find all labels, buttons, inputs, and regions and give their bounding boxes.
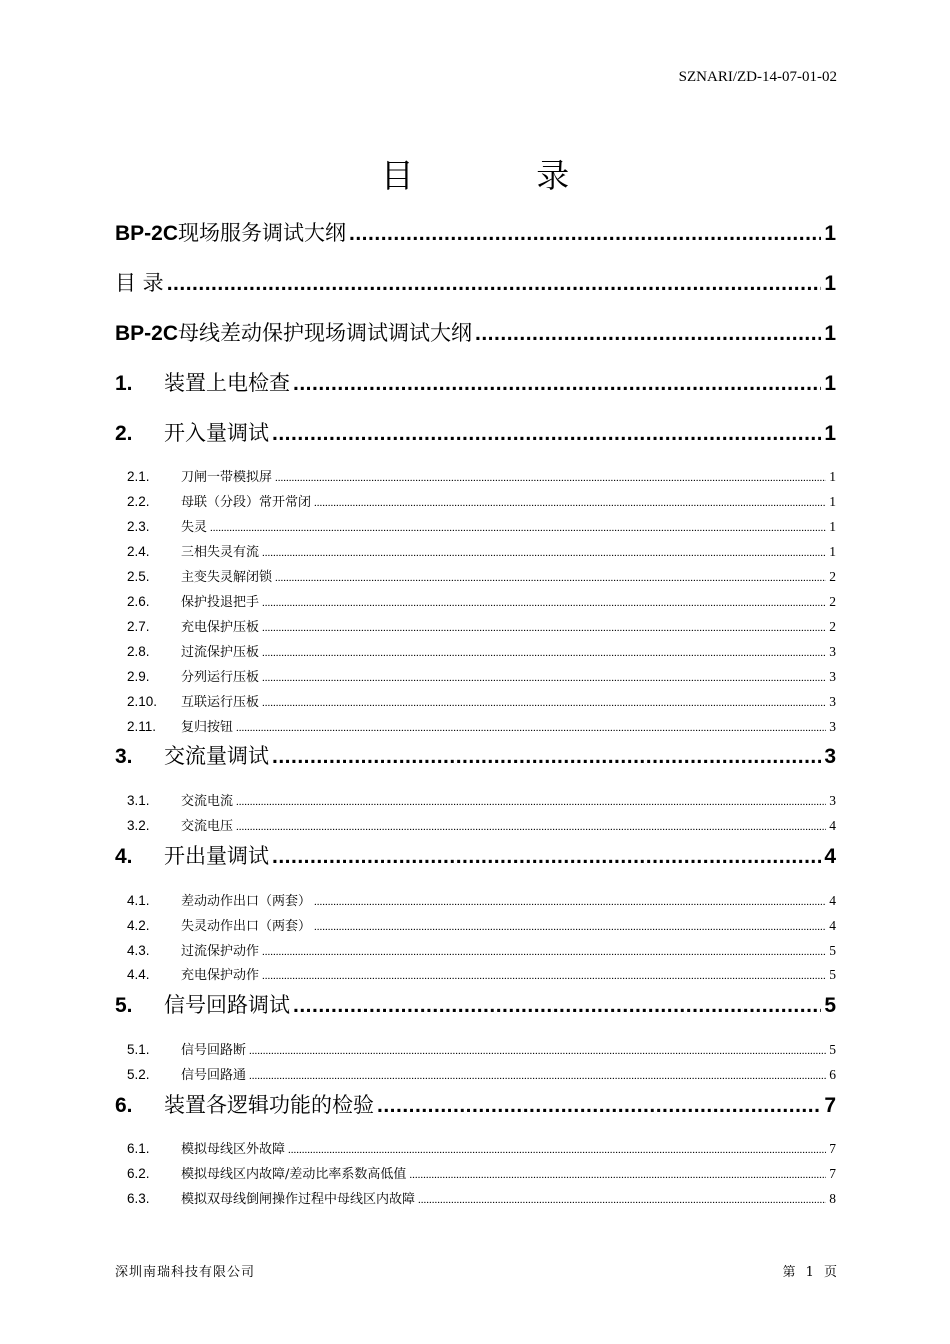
toc-entry-number: 2.4. xyxy=(127,544,150,559)
toc-dot-leader xyxy=(272,744,821,769)
toc-page-number: 5 xyxy=(829,1042,836,1057)
toc-entry-label: 开入量调试 xyxy=(164,421,269,445)
toc-section-entry[interactable] xyxy=(127,1163,836,1183)
toc-chapter-entry[interactable] xyxy=(115,367,836,397)
toc-entry-label: 信号回路调试 xyxy=(164,993,290,1017)
toc-entry-label: 开出量调试 xyxy=(164,844,269,868)
toc-entry-title xyxy=(164,417,269,447)
toc-page-number: 5 xyxy=(829,967,836,982)
toc-entry-number: 4.1. xyxy=(127,893,150,908)
toc-entry-number: 6. xyxy=(115,1094,133,1117)
toc-entry-label: 现场服务调试大纲 xyxy=(178,221,347,245)
toc-entry-label: 充电保护压板 xyxy=(181,620,260,635)
toc-section-entry[interactable] xyxy=(127,691,836,711)
toc-entry-number: 2.11. xyxy=(127,719,157,734)
toc-dot-leader xyxy=(210,519,826,535)
toc-entry-label: 充电保护动作 xyxy=(181,968,260,983)
toc-page-number: 7 xyxy=(829,1141,836,1156)
toc-entry-label: 模拟母线区外故障 xyxy=(181,1142,286,1157)
toc-dot-leader xyxy=(262,943,826,959)
toc-entry-title xyxy=(164,1089,374,1119)
footer-company: 深圳南瑞科技有限公司 xyxy=(115,1265,256,1280)
toc-entry-title xyxy=(181,1163,406,1182)
toc-entry-title xyxy=(181,964,259,983)
toc-page-number: 3 xyxy=(829,793,836,808)
toc-entry-label: 模拟母线区内故障/差动比率系数高低值 xyxy=(181,1167,407,1182)
toc-entry-number: 3.1. xyxy=(127,793,150,808)
toc-entry-title xyxy=(181,915,311,934)
toc-entry-title xyxy=(115,217,346,247)
toc-dot-leader xyxy=(262,669,826,685)
toc-entry-title xyxy=(164,989,290,1019)
toc-entry-title xyxy=(181,491,311,510)
toc-entry-title xyxy=(181,1188,415,1207)
toc-entry-number: 6.3. xyxy=(127,1191,150,1206)
toc-section-entry[interactable] xyxy=(127,1039,836,1059)
toc-dot-leader xyxy=(272,844,821,869)
toc-page-number: 1 xyxy=(824,422,836,445)
toc-dot-leader xyxy=(275,469,826,485)
toc-page-number: 7 xyxy=(824,1094,836,1117)
toc-entry-title xyxy=(181,666,259,685)
toc-entry-title xyxy=(181,815,233,834)
toc-dot-leader xyxy=(377,1093,821,1118)
toc-entry-title xyxy=(164,740,269,770)
toc-chapter-entry[interactable] xyxy=(115,267,836,297)
toc-entry-label: 模拟双母线倒闸操作过程中母线区内故障 xyxy=(181,1192,416,1207)
toc-entry-number: 3. xyxy=(115,745,133,768)
toc-entry-title xyxy=(181,940,259,959)
toc-dot-leader xyxy=(167,271,822,296)
toc-entry-label: 刀闸一带模拟屏 xyxy=(181,470,273,485)
toc-page-number: 3 xyxy=(829,644,836,659)
toc-entry-number: 2.1. xyxy=(127,469,150,484)
toc-page-number: 1 xyxy=(824,372,836,395)
toc-dot-leader xyxy=(314,494,826,510)
toc-entry-title xyxy=(181,591,259,610)
toc-page-number: 1 xyxy=(824,322,836,345)
toc-chapter-entry[interactable] xyxy=(115,740,836,770)
toc-page-number: 3 xyxy=(829,669,836,684)
toc-section-entry[interactable] xyxy=(127,1188,836,1208)
toc-dot-leader xyxy=(418,1191,826,1207)
toc-entry-title xyxy=(181,1138,285,1157)
toc-page-number: 3 xyxy=(829,719,836,734)
toc-dot-leader xyxy=(249,1042,826,1058)
toc-dot-leader xyxy=(249,1067,826,1083)
footer-page-number: 第 1 页 xyxy=(782,1265,837,1280)
toc-entry-model-prefix: BP-2C xyxy=(115,322,179,345)
toc-entry-number: 2. xyxy=(115,422,133,445)
toc-entry-label: 信号回路断 xyxy=(181,1043,247,1058)
toc-section-entry[interactable] xyxy=(127,1138,836,1158)
toc-entry-number: 2.10. xyxy=(127,694,158,709)
toc-entry-number: 6.1. xyxy=(127,1141,150,1156)
toc-page-number: 8 xyxy=(829,1191,836,1206)
toc-page-number: 5 xyxy=(829,943,836,958)
toc-entry-label: 复归按钮 xyxy=(181,720,234,735)
toc-entry-title xyxy=(181,790,233,809)
toc-dot-leader xyxy=(275,569,826,585)
toc-dot-leader xyxy=(293,371,821,396)
toc-section-entry[interactable] xyxy=(127,566,836,586)
toc-entry-number: 6.2. xyxy=(127,1166,150,1181)
toc-dot-leader xyxy=(262,694,826,710)
toc-entry-label: 差动动作出口（两套） xyxy=(181,894,312,909)
toc-entry-number: 2.3. xyxy=(127,519,150,534)
toc-entry-number: 2.8. xyxy=(127,644,150,659)
toc-entry-label: 分列运行压板 xyxy=(181,670,260,685)
toc-entry-label: 信号回路通 xyxy=(181,1068,247,1083)
toc-section-entry[interactable] xyxy=(127,491,836,511)
toc-entry-number: 2.2. xyxy=(127,494,150,509)
toc-entry-number: 4.3. xyxy=(127,943,150,958)
toc-dot-leader xyxy=(475,321,821,346)
toc-entry-title xyxy=(181,716,233,735)
toc-entry-title xyxy=(181,1064,246,1083)
toc-section-entry[interactable] xyxy=(127,616,836,636)
toc-dot-leader xyxy=(349,221,821,246)
toc-section-entry[interactable] xyxy=(127,466,836,486)
toc-dot-leader xyxy=(314,893,826,909)
toc-entry-number: 1. xyxy=(115,372,133,395)
toc-section-entry[interactable] xyxy=(127,716,836,736)
toc-entry-label: 失灵动作出口（两套） xyxy=(181,919,312,934)
toc-entry-title xyxy=(181,616,259,635)
toc-entry-label: 交流电流 xyxy=(181,794,234,809)
toc-page-number: 4 xyxy=(829,818,836,833)
toc-entry-number: 5. xyxy=(115,994,133,1017)
toc-entry-title xyxy=(181,641,259,660)
document-id: SZNARI/ZD-14-07-01-02 xyxy=(678,69,837,85)
toc-page-number: 1 xyxy=(829,519,836,534)
toc-entry-number: 2.7. xyxy=(127,619,150,634)
toc-section-entry[interactable] xyxy=(127,790,836,810)
toc-section-entry[interactable] xyxy=(127,915,836,935)
toc-page-number: 1 xyxy=(829,469,836,484)
toc-dot-leader xyxy=(409,1166,826,1182)
toc-entry-number: 2.9. xyxy=(127,669,150,684)
toc-entry-label: 交流量调试 xyxy=(164,744,269,768)
toc-dot-leader xyxy=(236,818,826,834)
toc-dot-leader xyxy=(236,793,826,809)
toc-entry-label: 目 录 xyxy=(115,271,164,295)
toc-dot-leader xyxy=(262,644,826,660)
toc-entry-label: 母联（分段）常开常闭 xyxy=(181,495,312,510)
toc-entry-number: 4. xyxy=(115,845,133,868)
toc-entry-model-prefix: BP-2C xyxy=(115,222,179,245)
toc-page-number: 2 xyxy=(829,569,836,584)
toc-entry-label: 主变失灵解闭锁 xyxy=(181,570,273,585)
toc-entry-label: 交流电压 xyxy=(181,819,234,834)
toc-chapter-entry[interactable] xyxy=(115,989,836,1019)
toc-page-number: 4 xyxy=(829,918,836,933)
toc-entry-title xyxy=(181,541,259,560)
toc-section-entry[interactable] xyxy=(127,641,836,661)
toc-section-entry[interactable] xyxy=(127,964,836,984)
toc-entry-number: 5.1. xyxy=(127,1042,150,1057)
toc-entry-number: 4.2. xyxy=(127,918,150,933)
toc-entry-label: 三相失灵有流 xyxy=(181,545,260,560)
toc-page-number: 1 xyxy=(829,494,836,509)
toc-section-entry[interactable] xyxy=(127,815,836,835)
toc-entry-title xyxy=(115,267,164,297)
toc-entry-title xyxy=(181,890,311,909)
toc-dot-leader xyxy=(262,967,826,983)
toc-page-number: 7 xyxy=(829,1166,836,1181)
toc-entry-label: 装置上电检查 xyxy=(164,371,290,395)
toc-entry-number: 4.4. xyxy=(127,967,150,982)
toc-section-entry[interactable] xyxy=(127,541,836,561)
toc-chapter-entry[interactable] xyxy=(115,840,836,870)
toc-entry-title xyxy=(181,1039,246,1058)
toc-page-number: 1 xyxy=(824,222,836,245)
toc-page-number: 6 xyxy=(829,1067,836,1082)
toc-entry-label: 保护投退把手 xyxy=(181,595,260,610)
toc-entry-number: 2.6. xyxy=(127,594,150,609)
toc-section-entry[interactable] xyxy=(127,516,836,536)
toc-entry-title xyxy=(115,317,472,347)
toc-page-number: 2 xyxy=(829,594,836,609)
toc-chapter-entry[interactable] xyxy=(115,417,836,447)
toc-section-entry[interactable] xyxy=(127,666,836,686)
toc-dot-leader xyxy=(262,594,826,610)
toc-entry-label: 过流保护动作 xyxy=(181,944,260,959)
toc-dot-leader xyxy=(262,544,826,560)
toc-dot-leader xyxy=(314,918,826,934)
toc-page-number: 4 xyxy=(829,893,836,908)
toc-section-entry[interactable] xyxy=(127,890,836,910)
toc-chapter-entry[interactable] xyxy=(115,317,836,347)
toc-dot-leader xyxy=(272,421,821,446)
toc-section-entry[interactable] xyxy=(127,940,836,960)
toc-entry-title xyxy=(181,516,207,535)
toc-chapter-entry[interactable] xyxy=(115,1089,836,1119)
toc-page-number: 1 xyxy=(824,272,836,295)
toc-entry-title xyxy=(164,840,269,870)
toc-entry-title xyxy=(181,691,259,710)
toc-entry-number: 2.5. xyxy=(127,569,150,584)
toc-entry-number: 3.2. xyxy=(127,818,150,833)
toc-page-number: 1 xyxy=(829,544,836,559)
toc-page-number: 5 xyxy=(824,994,836,1017)
toc-entry-label: 装置各逻辑功能的检验 xyxy=(164,1093,374,1117)
page-title: 目 录 xyxy=(380,156,626,195)
toc-page-number: 3 xyxy=(824,745,836,768)
toc-page-number: 3 xyxy=(829,694,836,709)
toc-entry-title xyxy=(181,466,272,485)
toc-section-entry[interactable] xyxy=(127,591,836,611)
toc-dot-leader xyxy=(293,993,821,1018)
toc-entry-label: 互联运行压板 xyxy=(181,695,260,710)
toc-entry-title xyxy=(181,566,272,585)
toc-page-number: 4 xyxy=(824,845,836,868)
toc-entry-label: 过流保护压板 xyxy=(181,645,260,660)
toc-dot-leader xyxy=(236,719,826,735)
toc-dot-leader xyxy=(262,619,826,635)
toc-entry-label: 母线差动保护现场调试调试大纲 xyxy=(178,321,473,345)
toc-dot-leader xyxy=(288,1141,826,1157)
toc-entry-title xyxy=(164,367,290,397)
toc-chapter-entry[interactable] xyxy=(115,217,836,247)
toc-page-number: 2 xyxy=(829,619,836,634)
toc-entry-number: 5.2. xyxy=(127,1067,150,1082)
toc-entry-label: 失灵 xyxy=(181,520,208,535)
toc-section-entry[interactable] xyxy=(127,1064,836,1084)
